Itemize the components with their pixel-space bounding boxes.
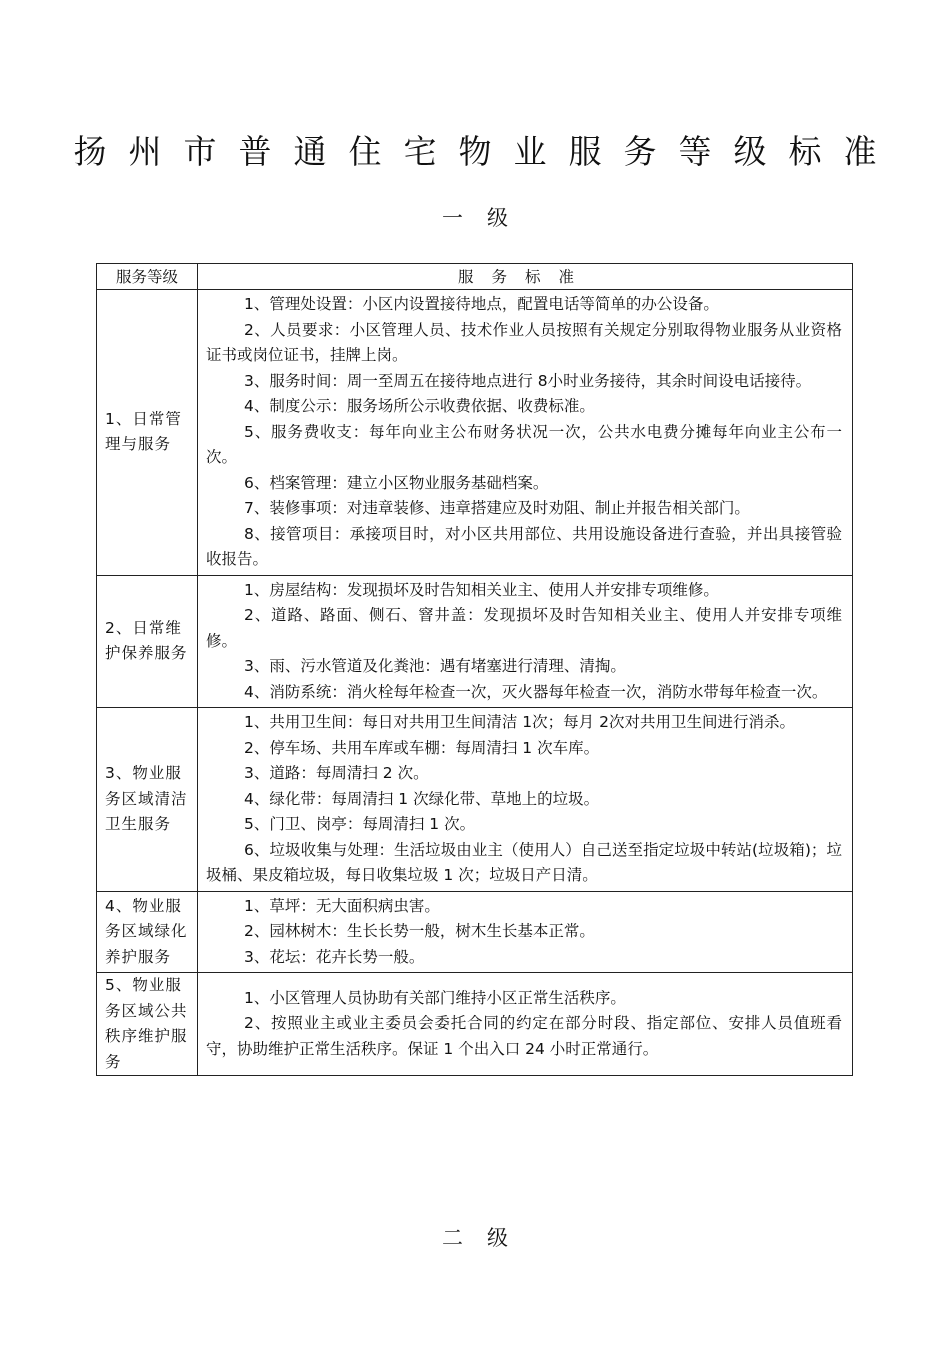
table-row bbox=[97, 290, 853, 576]
page-title: 扬州市普通住宅物业服务等级标准 bbox=[73, 132, 899, 171]
standard-item: 3、花坛：花卉长势一般。 bbox=[244, 947, 425, 966]
standard-item: 4、绿化带：每周清扫 1 次绿化带、草地上的垃圾。 bbox=[244, 789, 600, 808]
header-standard: 服务标准 bbox=[198, 264, 853, 290]
table-row bbox=[97, 973, 853, 1076]
grade-cell bbox=[97, 891, 198, 973]
standard-item: 2、停车场、共用车库或车棚：每周清扫 1 次车库。 bbox=[244, 738, 600, 757]
standard-cell bbox=[198, 973, 853, 1076]
standard-item: 1、共用卫生间：每日对共用卫生间清洁 1次；每月 2次对共用卫生间进行消杀。 bbox=[244, 713, 795, 731]
table-row bbox=[97, 575, 853, 708]
standard-item: 3、雨、污水管道及化粪池：遇有堵塞进行清理、清掏。 bbox=[244, 657, 626, 675]
standard-item: 2、园林树木：生长长势一般，树木生长基本正常。 bbox=[244, 922, 595, 940]
grade-cell bbox=[97, 575, 198, 708]
standard-item: 7、装修事项：对违章装修、违章搭建应及时劝阻、制止并报告相关部门。 bbox=[244, 499, 750, 517]
standard-item: 1、草坪：无大面积病虫害。 bbox=[244, 896, 440, 915]
standard-item: 5、门卫、岗亭：每周清扫 1 次。 bbox=[244, 815, 476, 833]
standard-item: 4、消防系统：消火栓每年检查一次，灭火器每年检查一次，消防水带每年检查一次。 bbox=[244, 682, 828, 701]
level-1-heading: 一级 bbox=[442, 206, 532, 230]
standard-item: 1、房屋结构：发现损坏及时告知相关业主、使用人并安排专项维修。 bbox=[244, 580, 719, 599]
standard-item: 6、垃圾收集与处理：生活垃圾由业主（使用人）自己送至指定垃圾中转站(垃圾箱)；垃圾桶、果皮箱垃圾，每日收集垃圾 1 次；垃圾日产日清。 bbox=[206, 840, 842, 884]
table-row bbox=[97, 708, 853, 892]
table-header-row bbox=[97, 264, 853, 290]
standard-cell bbox=[198, 290, 853, 576]
header-grade: 服务等级 bbox=[97, 264, 198, 290]
standard-item: 2、人员要求：小区管理人员、技术作业人员按照有关规定分别取得物业服务从业资格证书或岗位证书，挂牌上岗。 bbox=[206, 320, 842, 364]
grade-label: 2、日常维护保养服务 bbox=[105, 618, 188, 663]
standard-item: 8、接管项目：承接项目时，对小区共用部位、共用设施设备进行查验，并出具接管验收报告。 bbox=[206, 524, 842, 568]
standard-item: 3、服务时间：周一至周五在接待地点进行 8小时业务接待，其余时间设电话接待。 bbox=[244, 371, 812, 390]
grade-label: 5、物业服务区域公共秩序维护服务 bbox=[105, 976, 188, 1071]
standard-cell bbox=[198, 575, 853, 708]
grade-cell bbox=[97, 290, 198, 576]
standard-item: 6、档案管理：建立小区物业服务基础档案。 bbox=[244, 473, 549, 492]
grade-cell bbox=[97, 973, 198, 1076]
standard-item: 5、服务费收支：每年向业主公布财务状况一次，公共水电费分摊每年向业主公布一次。 bbox=[206, 422, 842, 466]
level-2-heading: 二级 bbox=[442, 1226, 532, 1250]
standard-item: 4、制度公示：服务场所公示收费依据、收费标准。 bbox=[244, 397, 595, 415]
grade-cell bbox=[97, 708, 198, 892]
standard-item: 3、道路：每周清扫 2 次。 bbox=[244, 764, 429, 782]
table-row bbox=[97, 891, 853, 973]
standard-item: 2、道路、路面、侧石、窨井盖：发现损坏及时告知相关业主、使用人并安排专项维修。 bbox=[206, 606, 842, 650]
grade-label: 1、日常管理与服务 bbox=[105, 409, 182, 454]
grade-label: 4、物业服务区域绿化养护服务 bbox=[105, 896, 188, 966]
standard-cell bbox=[198, 708, 853, 892]
grade-label: 3、物业服务区域清洁卫生服务 bbox=[105, 764, 188, 833]
standard-item: 2、按照业主或业主委员会委托合同的约定在部分时段、指定部位、安排人员值班看守，协助维护正常生活秩序。保证 1 个出入口 24 小时正常通行。 bbox=[206, 1014, 842, 1058]
standard-cell bbox=[198, 891, 853, 973]
standard-item: 1、管理处设置：小区内设置接待地点，配置电话等简单的办公设备。 bbox=[244, 295, 719, 313]
service-standard-table bbox=[96, 263, 853, 1076]
standard-item: 1、小区管理人员协助有关部门维持小区正常生活秩序。 bbox=[244, 988, 626, 1007]
